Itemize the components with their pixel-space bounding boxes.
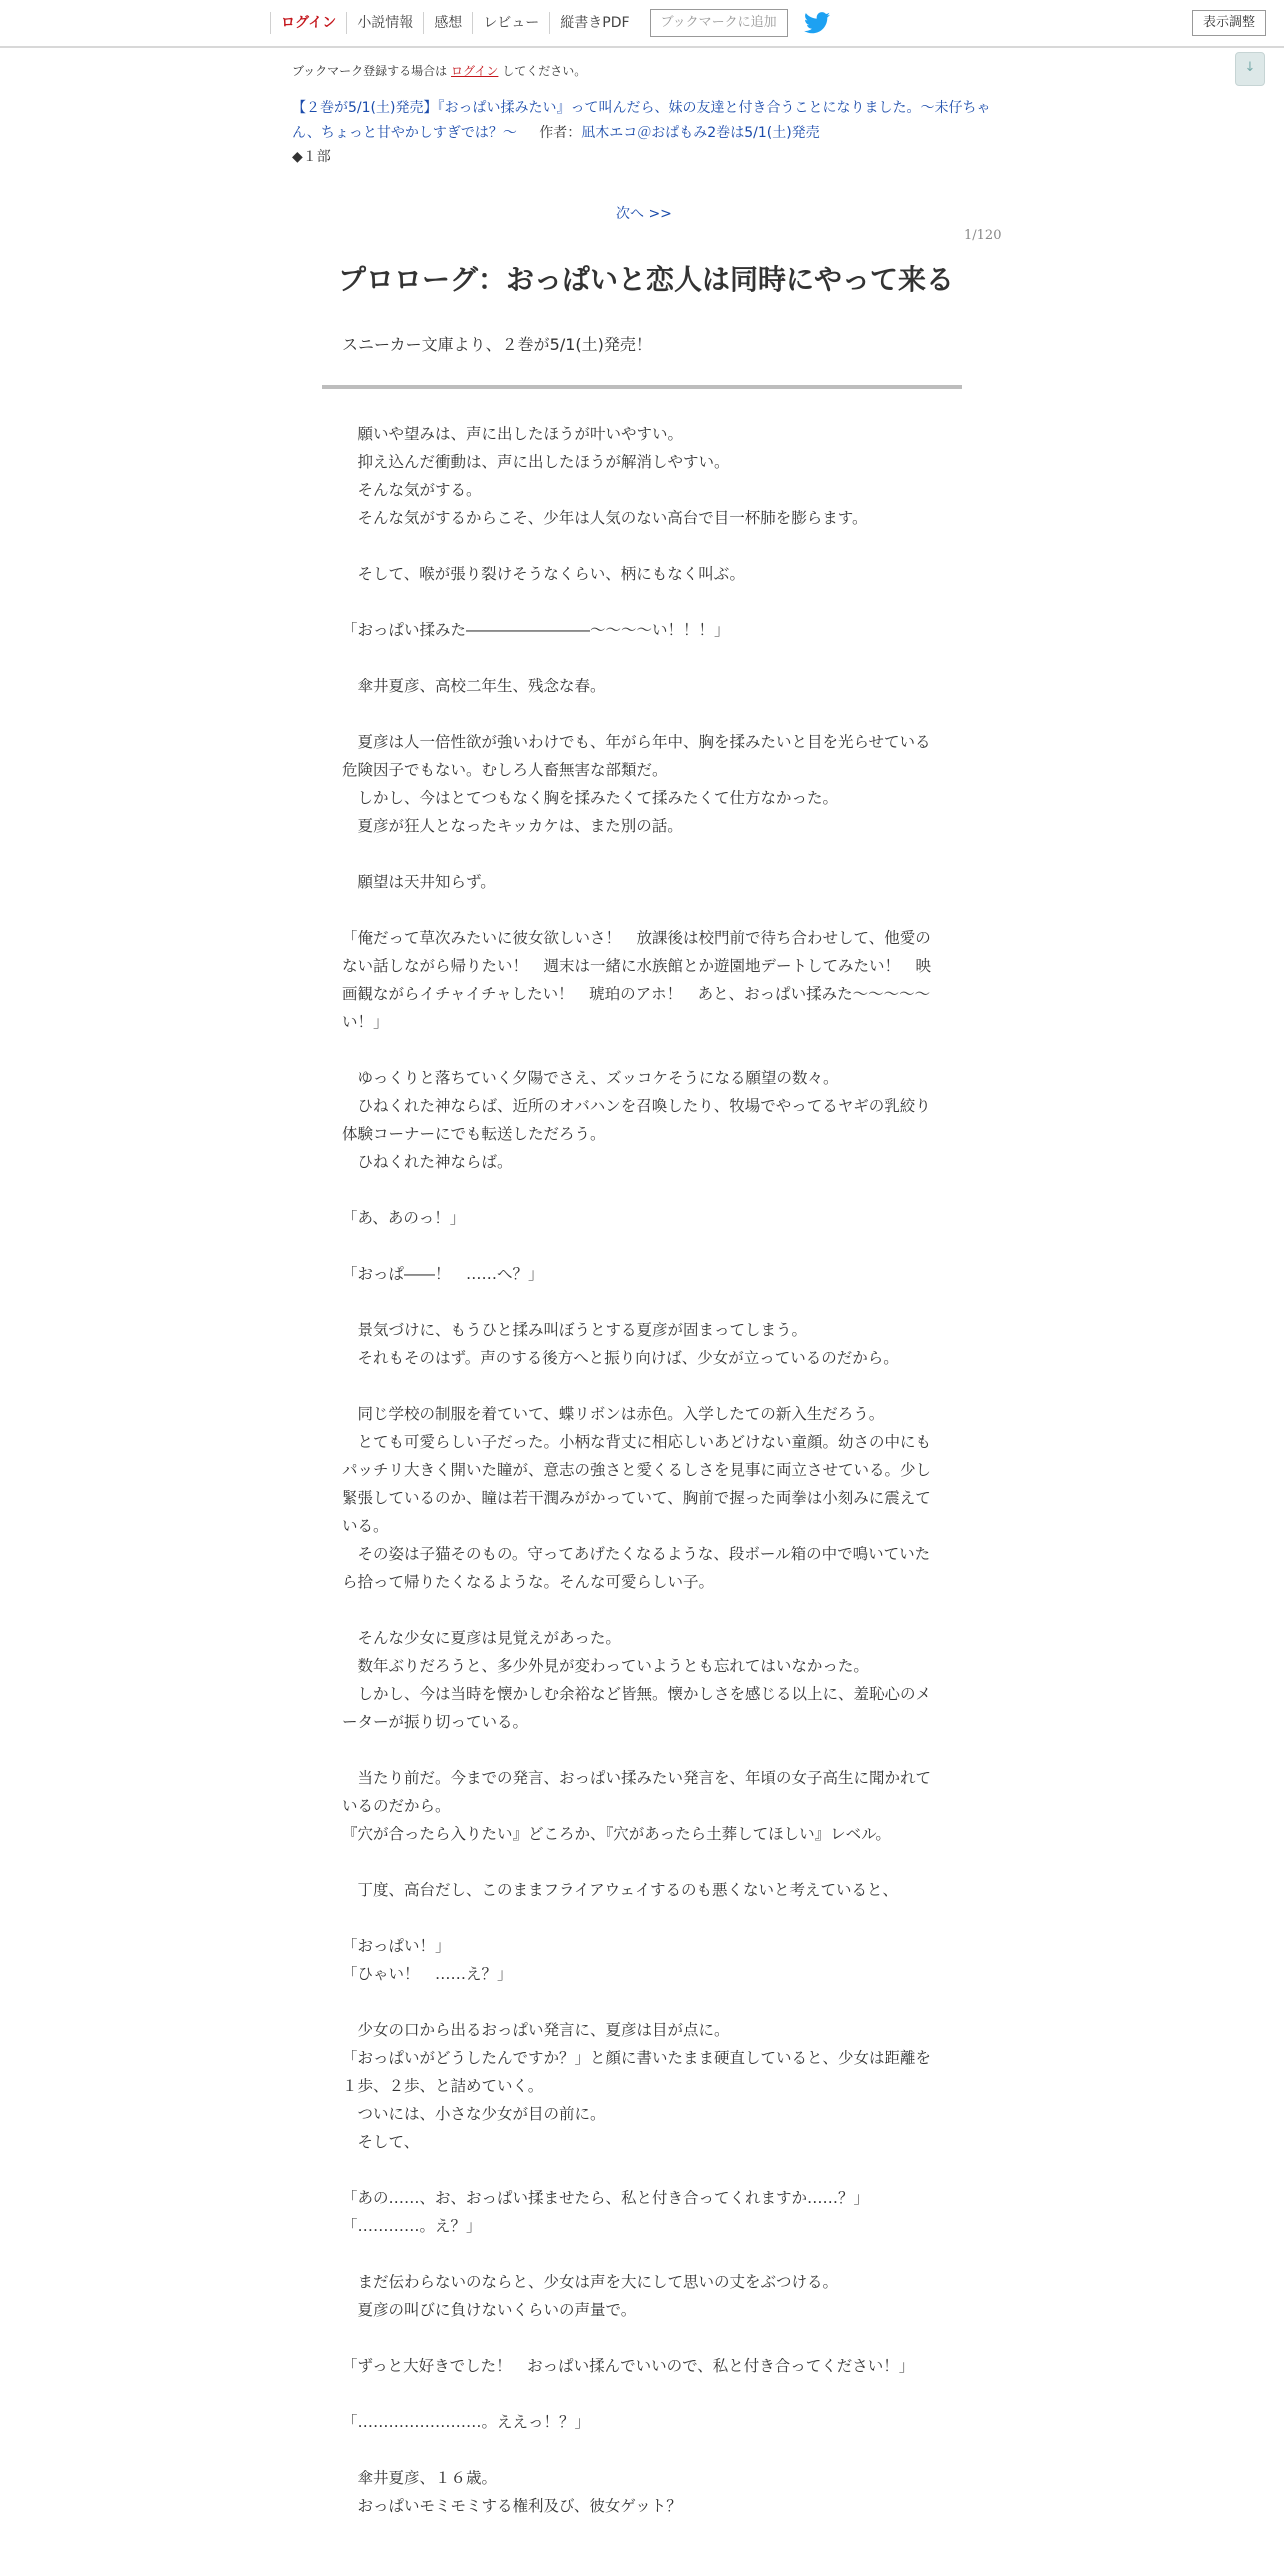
body-paragraph: そんな気がするからこそ、少年は人気のない高台で目一杯肺を膨らます。: [342, 509, 868, 527]
body-paragraph: ついには、小さな少女が目の前に。: [342, 2105, 606, 2123]
blank-line: [342, 1988, 942, 2016]
body-paragraph: 「おっぱいがどうしたんですか？」と顔に書いたまま硬直していると、少女は距離を１歩、２歩、と詰めていく。: [342, 2049, 932, 2095]
nav-login-link[interactable]: ログイン: [270, 12, 346, 34]
body-paragraph: そんな気がする。: [342, 481, 482, 499]
blank-line: [342, 1288, 942, 1316]
body-paragraph: それもそのはず。声のする後方へと振り向けば、少女が立っているのだから。: [342, 1349, 899, 1367]
blank-line: [342, 1036, 942, 1064]
body-paragraph: まだ伝わらないのならと、少女は声を大にして思いの丈をぶつける。: [342, 2273, 839, 2291]
blank-line: [342, 896, 942, 924]
bookmark-notice-text-end: してください。: [502, 64, 587, 78]
blank-line: [342, 2240, 942, 2268]
body-paragraph: 「あ、あのっ！」: [342, 1209, 466, 1227]
author-link[interactable]: 凪木エコ＠おぱもみ2巻は5/1(土)発売: [581, 125, 820, 141]
arrow-down-icon[interactable]: ↓: [1235, 52, 1265, 86]
body-paragraph: 景気づけに、もうひと揉み叫ぼうとする夏彦が固まってしまう。: [342, 1321, 808, 1339]
body-paragraph: 抑え込んだ衝動は、声に出したほうが解消しやすい。: [342, 453, 730, 471]
body-paragraph: 夏彦は人一倍性欲が強いわけでも、年がら年中、胸を揉みたいと目を光らせている危険因子でもない。むしろ人畜無害な部類だ。: [342, 733, 931, 779]
body-paragraph: 「……………………。ええっ！？」: [342, 2413, 591, 2431]
blank-line: [342, 1596, 942, 1624]
part-label: ◆１部: [292, 149, 331, 165]
body-paragraph: ひねくれた神ならば、近所のオバハンを召喚したり、牧場でやってるヤギの乳絞り体験コーナーにでも転送しただろう。: [342, 1097, 931, 1143]
blank-line: [342, 1176, 942, 1204]
blank-line: [342, 644, 942, 672]
body-paragraph: 「おっぱい！」: [342, 1937, 451, 1955]
body-paragraph: しかし、今はとてつもなく胸を揉みたくて揉みたくて仕方なかった。: [342, 789, 839, 807]
body-paragraph: 「俺だって草次みたいに彼女欲しいさ！ 放課後は校門前で待ち合わせして、他愛のない話しながら帰りたい！ 週末は一緒に水族館とか遊園地デートしてみたい！ 映画観ながらイチャイチャしたい！ 琥珀のアホ！ あと、おっぱい揉みた～～～～～い！」: [342, 929, 932, 1031]
series-title-link[interactable]: 【２巻が5/1(土)発売】『おっぱい揉みたい』って叫んだら、妹の友達と付き合うことになりました。～未仔ちゃん、ちょっと甘やかしすぎでは？～: [292, 100, 991, 141]
blank-line: [342, 2436, 942, 2464]
series-info: [292, 96, 1012, 146]
blank-line: [342, 700, 942, 728]
blank-line: [342, 532, 942, 560]
body-paragraph: 傘井夏彦、１６歳。: [342, 2469, 498, 2487]
body-paragraph: 夏彦の叫びに負けないくらいの声量で。: [342, 2301, 637, 2319]
preface-divider: [322, 385, 962, 389]
nav-review-link[interactable]: レビュー: [472, 12, 549, 34]
body-paragraph: 「…………。え？」: [342, 2217, 482, 2235]
body-paragraph: 『穴が合ったら入りたい』どころか、『穴があったら土葬してほしい』レベル。: [342, 1825, 891, 1843]
body-paragraph: 同じ学校の制服を着ていて、蝶リボンは赤色。入学したての新入生だろう。: [342, 1405, 885, 1423]
author-label: 作者：: [539, 125, 582, 141]
blank-line: [342, 1372, 942, 1400]
body-paragraph: そして、: [342, 2133, 420, 2151]
chapter-title: プロローグ：おっぱいと恋人は同時にやって来る: [338, 263, 955, 296]
bookmark-notice-text: ブックマーク登録する場合は: [292, 64, 448, 78]
bookmark-notice: [292, 62, 586, 79]
body-paragraph: 当たり前だ。今までの発言、おっぱい揉みたい発言を、年頃の女子高生に聞かれているのだから。: [342, 1769, 932, 1815]
blank-line: [342, 2380, 942, 2408]
body-paragraph: 傘井夏彦、高校二年生、残念な春。: [342, 677, 606, 695]
body-paragraph: しかし、今は当時を懐かしむ余裕など皆無。懐かしさを感じる以上に、羞恥心のメーターが振り切っている。: [342, 1685, 932, 1731]
bookmark-login-link[interactable]: ログイン: [451, 64, 499, 78]
blank-line: [342, 2324, 942, 2352]
body-paragraph: とても可愛らしい子だった。小柄な背丈に相応しいあどけない童顔。幼さの中にもパッチリ大きく開いた瞳が、意志の強さと愛くるしさを見事に両立させている。少し緊張しているのか、瞳は若干潤みがかっていて、胸前で握った両拳は小刻みに震えている。: [342, 1433, 932, 1535]
novel-body: [342, 420, 942, 2520]
nav-links: [270, 0, 830, 46]
body-paragraph: 数年ぶりだろうと、多少外見が変わっていようとも忘れてはいなかった。: [342, 1657, 869, 1675]
add-bookmark-button[interactable]: ブックマークに追加: [650, 9, 788, 37]
body-paragraph: 願いや望みは、声に出したほうが叶いやすい。: [342, 425, 684, 443]
next-page-link[interactable]: 次へ >>: [616, 206, 672, 222]
nav-impressions-link[interactable]: 感想: [423, 12, 472, 34]
blank-line: [342, 1848, 942, 1876]
body-paragraph: 願望は天井知らず。: [342, 873, 496, 891]
body-paragraph: 「おっぱい揉みた――――――――～～～～い！！！」: [342, 621, 730, 639]
nav-novel-info-link[interactable]: 小説情報: [346, 12, 423, 34]
blank-line: [342, 588, 942, 616]
body-paragraph: おっぱいモミモミする権利及び、彼女ゲット？: [342, 2497, 682, 2515]
body-paragraph: ゆっくりと落ちていく夕陽でさえ、ズッコケそうになる願望の数々。: [342, 1069, 839, 1087]
display-settings-button[interactable]: 表示調整: [1192, 10, 1266, 36]
body-paragraph: そして、喉が張り裂けそうなくらい、柄にもなく叫ぶ。: [342, 565, 746, 583]
page-counter: 1/120: [964, 228, 1002, 243]
blank-line: [342, 1232, 942, 1260]
body-paragraph: 「ずっと大好きでした！ おっぱい揉んでいいので、私と付き合ってください！」: [342, 2357, 915, 2375]
body-paragraph: 「ひゃい！ ……え？」: [342, 1965, 513, 1983]
body-paragraph: ひねくれた神ならば。: [342, 1153, 513, 1171]
blank-line: [342, 840, 942, 868]
body-paragraph: 少女の口から出るおっぱい発言に、夏彦は目が点に。: [342, 2021, 730, 2039]
body-paragraph: そんな少女に夏彦は見覚えがあった。: [342, 1629, 621, 1647]
body-paragraph: 丁度、高台だし、このままフライアウェイするのも悪くないと考えていると、: [342, 1881, 898, 1899]
blank-line: [342, 1904, 942, 1932]
blank-line: [342, 1736, 942, 1764]
body-paragraph: 夏彦が狂人となったキッカケは、また別の話。: [342, 817, 683, 835]
body-paragraph: 「あの……、お、おっぱい揉ませたら、私と付き合ってくれますか……？」: [342, 2189, 870, 2207]
body-paragraph: その姿は子猫そのもの。守ってあげたくなるような、段ボール箱の中で鳴いていたら拾って帰りたくなるような。そんな可愛らしい子。: [342, 1545, 931, 1591]
body-paragraph: 「おっぱ――！ ……へ？」: [342, 1265, 544, 1283]
blank-line: [342, 2156, 942, 2184]
twitter-bird-icon[interactable]: [804, 12, 830, 34]
nav-vertical-pdf-link[interactable]: 縦書きPDF: [549, 12, 639, 34]
chapter-preface: スニーカー文庫より、２巻が5/1(土)発売！: [342, 335, 652, 354]
top-navigation-bar: [0, 0, 1284, 48]
